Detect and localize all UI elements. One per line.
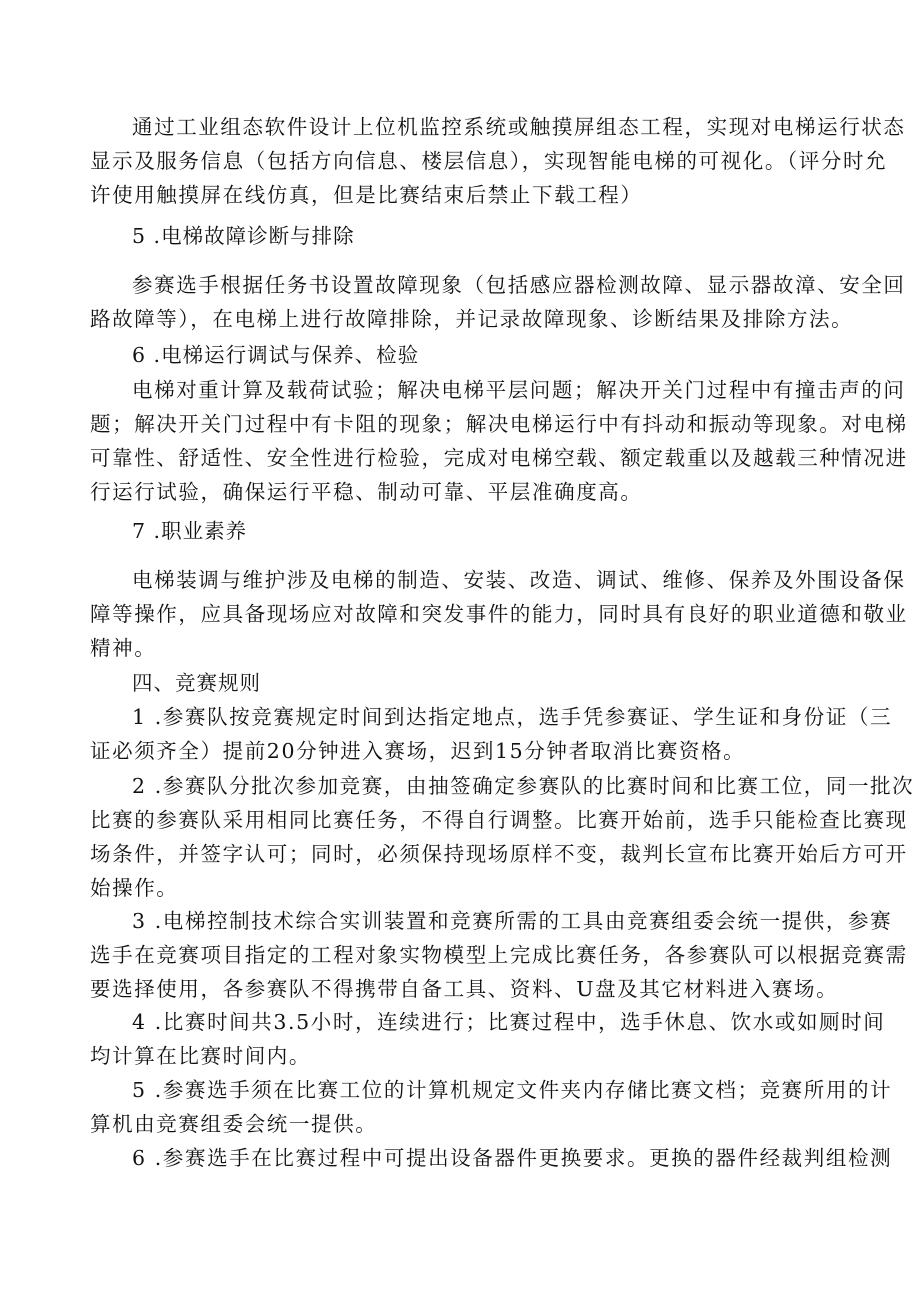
section-heading-rules: 四、竞赛规则 [132, 671, 261, 695]
paragraph-line: 障等操作，应具备现场应对故障和突发事件的能力，同时具有良好的职业道德和敬业 [90, 602, 908, 626]
section-heading-7: 7 .职业素养 [132, 519, 248, 543]
paragraph-line: 许使用触摸屏在线仿真，但是比赛结束后禁止下载工程） [90, 183, 643, 207]
paragraph-line: 电梯装调与维护涉及电梯的制造、安装、改造、调试、维修、保养及外围设备保 [132, 568, 906, 592]
paragraph-line: 6 .参赛选手在比赛过程中可提出设备器件更换要求。更换的器件经裁判组检测 [132, 1146, 893, 1170]
paragraph-line: 1 .参赛队按竞赛规定时间到达指定地点，选手凭参赛证、学生证和身份证（三 [132, 705, 893, 729]
paragraph-line: 显示及服务信息（包括方向信息、楼层信息），实现智能电梯的可视化。（评分时允 [90, 149, 888, 173]
paragraph-line: 证必须齐全）提前20分钟进入赛场，迟到15分钟者取消比赛资格。 [90, 739, 746, 763]
paragraph-line: 通过工业组态软件设计上位机监控系统或触摸屏组态工程，实现对电梯运行状态 [132, 115, 906, 139]
paragraph-line: 路故障等），在电梯上进行故障排除，并记录故障现象、诊断结果及排除方法。 [90, 307, 854, 331]
paragraph-line: 比赛的参赛队采用相同比赛任务，不得自行调整。比赛开始前，选手只能检查比赛现 [90, 808, 908, 832]
section-heading-5: 5 .电梯故障诊断与排除 [132, 224, 355, 248]
paragraph-line: 行运行试验，确保运行平稳、制动可靠、平层准确度高。 [90, 480, 643, 504]
paragraph-line: 4 .比赛时间共3.5小时，连续进行；比赛过程中，选手休息、饮水或如厕时间 [132, 1010, 886, 1034]
section-heading-6: 6 .电梯运行调试与保养、检验 [132, 343, 420, 367]
paragraph-line: 算机由竞赛组委会统一提供。 [90, 1112, 378, 1136]
paragraph-line: 3 .电梯控制技术综合实训装置和竞赛所需的工具由竞赛组委会统一提供，参赛 [132, 909, 893, 933]
paragraph-line: 电梯对重计算及载荷试验；解决电梯平层问题；解决开关门过程中有撞击声的问 [132, 378, 906, 402]
paragraph-line: 始操作。 [90, 876, 179, 900]
paragraph-line: 要选择使用，各参赛队不得携带自备工具、资料、U盘及其它材料进入赛场。 [90, 977, 839, 1001]
paragraph-line: 2 .参赛队分批次参加竞赛，由抽签确定参赛队的比赛时间和比赛工位，同一批次 [132, 774, 915, 798]
paragraph-line: 参赛选手根据任务书设置故障现象（包括感应器检测故障、显示器故漳、安全回 [132, 273, 906, 297]
paragraph-line: 题；解决开关门过程中有卡阻的现象；解决电梯运行中有抖动和振动等现象。对电梯 [90, 412, 908, 436]
paragraph-line: 选手在竞赛项目指定的工程对象实物模型上完成比赛任务，各参赛队可以根据竞赛需 [90, 943, 908, 967]
paragraph-line: 5 .参赛选手须在比赛工位的计算机规定文件夹内存储比赛文档；竞赛所用的计 [132, 1078, 893, 1102]
paragraph-line: 均计算在比赛时间内。 [90, 1044, 311, 1068]
paragraph-line: 场条件，并签字认可；同时，必须保持现场原样不变，裁判长宣布比赛开始后方可开 [90, 842, 908, 866]
paragraph-line: 可靠性、舒适性、安全性进行检验，完成对电梯空载、额定载重以及越载三种情况进 [90, 446, 908, 470]
paragraph-line: 精神。 [90, 636, 157, 660]
